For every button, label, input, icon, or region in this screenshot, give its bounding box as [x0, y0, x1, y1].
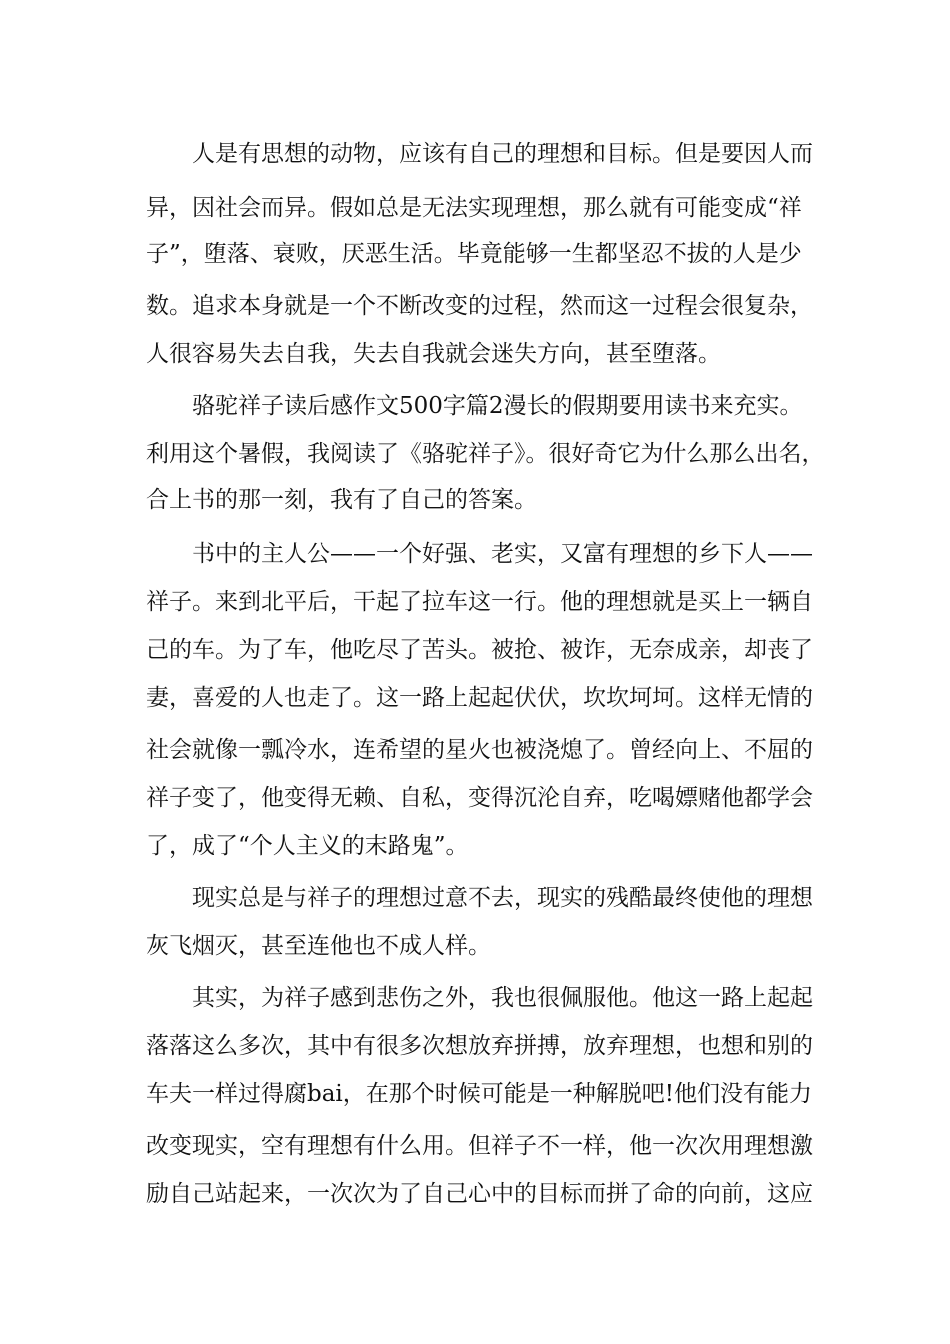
- text-line: 改变现实，空有理想有什么用。但祥子不一样，他一次次用理想激: [146, 1133, 813, 1159]
- text-line: 书中的主人公——一个好强、老实，又富有理想的乡下人——: [192, 541, 813, 567]
- text-line: 励自己站起来，一次次为了自己心中的目标而拼了命的向前，这应: [146, 1181, 813, 1207]
- text-line: 人很容易失去自我，失去自我就会迷失方向，甚至堕落。: [146, 341, 721, 367]
- text-line: 祥子。来到北平后，干起了拉车这一行。他的理想就是买上一辆自: [146, 589, 813, 615]
- text-line: 社会就像一瓢冷水，连希望的星火也被浇熄了。曾经向上、不屈的: [146, 737, 813, 763]
- text-line: 现实总是与祥子的理想过意不去，现实的残酷最终使他的理想: [192, 885, 813, 911]
- text-line: 祥子变了，他变得无赖、自私，变得沉沦自弃，吃喝嫖赌他都学会: [146, 785, 813, 811]
- text-line: 了，成了“个人主义的末路鬼”。: [146, 833, 469, 859]
- text-line: 灰飞烟灭，甚至连他也不成人样。: [146, 933, 491, 959]
- text-line: 骆驼祥子读后感作文500字篇2漫长的假期要用读书来充实。: [192, 393, 803, 419]
- text-line: 人是有思想的动物，应该有自己的理想和目标。但是要因人而: [192, 141, 813, 167]
- text-line: 数。追求本身就是一个不断改变的过程，然而这一过程会很复杂，: [146, 293, 813, 319]
- text-line: 车夫一样过得腐bai，在那个时候可能是一种解脱吧!他们没有能力: [146, 1081, 813, 1107]
- text-line: 其实，为祥子感到悲伤之外，我也很佩服他。他这一路上起起: [192, 985, 813, 1011]
- text-line: 子”，堕落、衰败，厌恶生活。毕竟能够一生都坚忍不拔的人是少: [146, 241, 802, 267]
- text-line: 异，因社会而异。假如总是无法实现理想，那么就有可能变成“祥: [146, 195, 802, 221]
- text-line: 合上书的那一刻，我有了自己的答案。: [146, 487, 537, 513]
- text-line: 妻，喜爱的人也走了。这一路上起起伏伏，坎坎坷坷。这样无情的: [146, 685, 813, 711]
- text-line: 利用这个暑假，我阅读了《骆驼祥子》。很好奇它为什么那么出名，: [146, 441, 825, 467]
- text-line: 落落这么多次，其中有很多次想放弃拼搏，放弃理想，也想和别的: [146, 1033, 813, 1059]
- text-line: 己的车。为了车，他吃尽了苦头。被抢、被诈，无奈成亲，却丧了: [146, 637, 813, 663]
